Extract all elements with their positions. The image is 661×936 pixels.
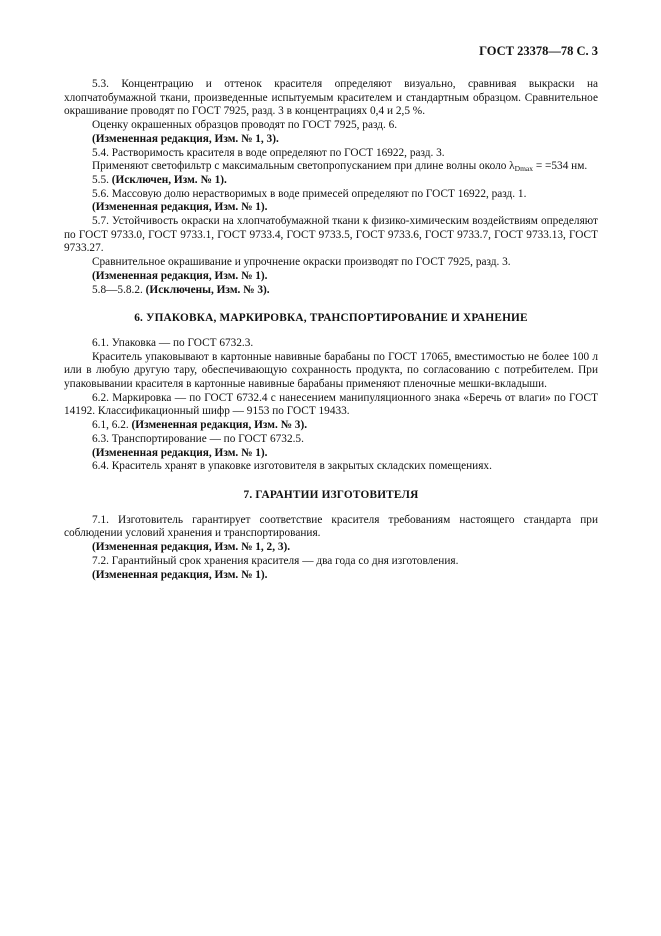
paragraph-5-3: 5.3. Концентрацию и оттенок красителя определяют визуально, сравнивая выкраски на хлопчатобумажной ткани, произведенные испытуемым красителем и стандартным образцом. Сравнительное окрашивание проводят по ГОСТ 7925, разд. 3 в концентрациях 0,4 и 2,5 %. [64,78,598,118]
header-title: ГОСТ 23378—78 С. 3 [479,44,598,58]
paragraph-5-4-filter [64,160,598,174]
paragraph-5-7: 5.7. Устойчивость окраски на хлопчатобумажной ткани к физико-химическим воздействиям определяют по ГОСТ 9733.0, ГОСТ 9733.1, ГОСТ 9733.4, ГОСТ 9733.5, ГОСТ 9733.6, ГОСТ 9733.7, ГОСТ 9733.13, ГОСТ 9733.27. [64,215,598,255]
paragraph-5-4: 5.4. Растворимость красителя в воде определяют по ГОСТ 16922, разд. 3. [92,146,445,159]
paragraph-5-8 [64,284,598,298]
amendment-note: (Измененная редакция, Изм. № 1). [92,446,268,459]
amendment-note: (Измененная редакция, Изм. № 1, 3). [92,132,279,145]
amendment-note: (Измененная редакция, Изм. № 1). [92,568,268,581]
amendment-note: (Измененная редакция, Изм. № 1). [92,269,268,282]
clause-number: 6.1, 6.2. [92,419,132,432]
paragraph-5-5 [64,174,598,188]
page-header [64,44,598,59]
section-heading-7: 7. ГАРАНТИИ ИЗГОТОВИТЕЛЯ [243,488,419,501]
paragraph-6-3: 6.3. Транспортирование — по ГОСТ 6732.5. [92,432,304,445]
paragraph-5-7-dyeing: Сравнительное окрашивание и упрочнение окраски производят по ГОСТ 7925, разд. 3. [92,256,511,269]
paragraph-5-3-evaluation: Оценку окрашенных образцов проводят по ГОСТ 7925, разд. 6. [92,119,398,132]
paragraph-7-2: 7.2. Гарантийный срок хранения красителя — два года со дня изготовления. [92,554,459,567]
paragraph-6-1-6-2-note [64,419,598,433]
filter-text-end: = =534 нм. [533,160,588,173]
paragraph-7-1: 7.1. Изготовитель гарантирует соответствие красителя требованиям настоящего стандарта при соблюдении условий хранения и транспортирования. [64,513,598,540]
amendment-note: (Исключен, Изм. № 1). [111,173,227,186]
paragraph-6-1-packaging: Краситель упаковывают в картонные навивные барабаны по ГОСТ 17065, вместимостью не более 100 л или в любую другую тару, обеспечивающую сохранность продукта, по согласованию с потребителем. При упаковывании красителя в картонные навивные барабаны применяют пленочные мешки-вкладыши. [64,350,598,391]
amendment-note: (Измененная редакция, Изм. № 3). [131,419,308,432]
clause-number: 5.8—5.8.2. [92,283,146,296]
section-heading-6: 6. УПАКОВКА, МАРКИРОВКА, ТРАНСПОРТИРОВАНИЕ И ХРАНЕНИЕ [134,312,528,325]
clause-number: 5.5. [92,173,112,186]
amendment-note: (Исключены, Изм. № 3). [145,283,270,296]
paragraph-6-4: 6.4. Краситель хранят в упаковке изготовителя в закрытых складских помещениях. [92,460,492,473]
paragraph-6-2: 6.2. Маркировка — по ГОСТ 6732.4 с нанесением манипуляционного знака «Беречь от влаги» по ГОСТ 14192. Классификационный шифр — 9153 по ГОСТ 19433. [64,391,598,418]
amendment-note: (Измененная редакция, Изм. № 1). [92,201,268,214]
paragraph-5-6: 5.6. Массовую долю нерастворимых в воде примесей определяют по ГОСТ 16922, разд. 1. [92,187,527,200]
amendment-note: (Измененная редакция, Изм. № 1, 2, 3). [92,541,291,554]
document-body [64,78,598,582]
paragraph-6-1: 6.1. Упаковка — по ГОСТ 6732.3. [92,336,254,349]
lambda-subscript: Dmax [514,164,534,174]
filter-text: Применяют светофильтр с максимальным светопропусканием при длине волны около λ [92,160,515,173]
